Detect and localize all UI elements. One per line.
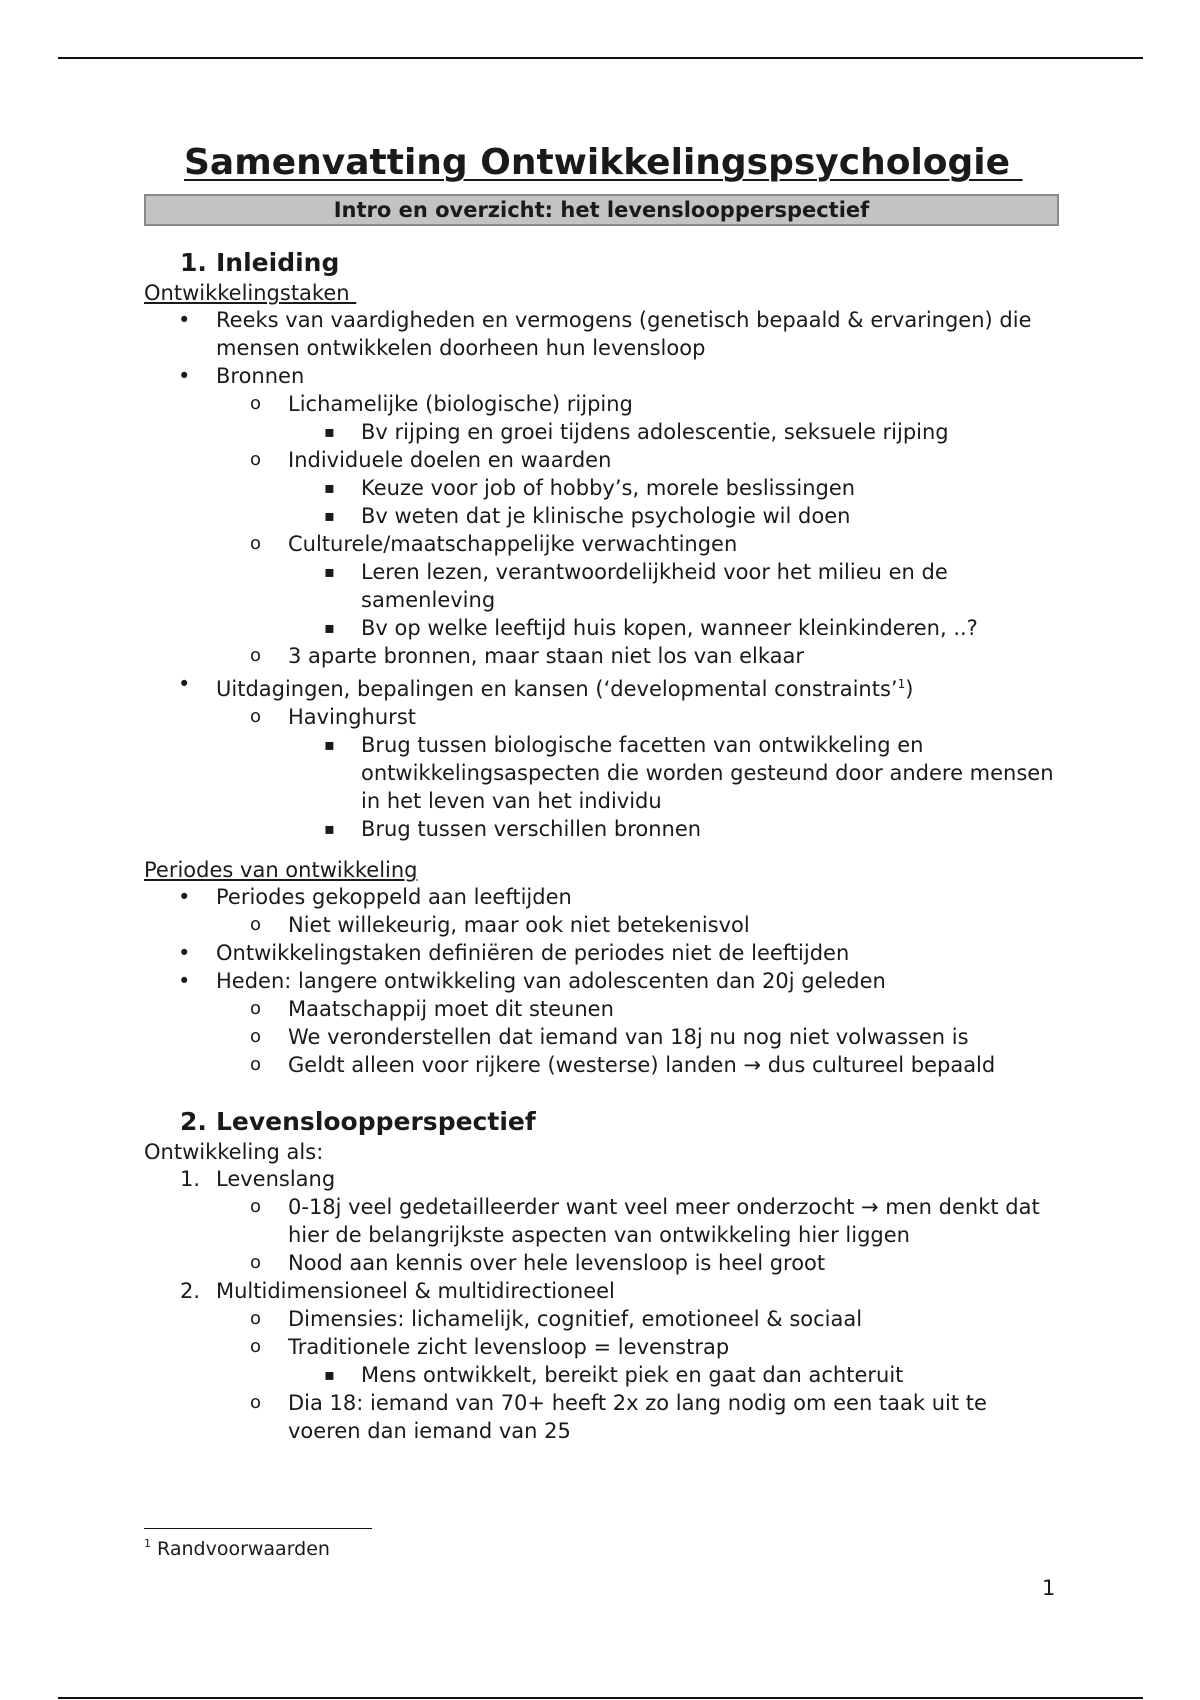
list-item: ▪ Bv rijping en groei tijdens adolescentie, seksuele rijping (324, 420, 949, 444)
list-item: o Havinghurst (250, 705, 416, 729)
list-item: ▪ Bv op welke leeftijd huis kopen, wanneer kleinkinderen, ..? (324, 616, 978, 640)
list-item: o Nood aan kennis over hele levensloop is heel groot (250, 1251, 826, 1275)
list-item: • Uitdagingen, bepalingen en kansen (‘developmental constraints’$^1$) (178, 672, 914, 701)
subheading-ontwikkelingstaken: Ontwikkelingstaken (144, 281, 357, 305)
circle-marker: o (250, 393, 262, 414)
footnote (144, 1531, 330, 1562)
square-marker: ▪ (324, 478, 335, 497)
list-item: 2. Multidimensioneel & multidirectioneel (180, 1279, 615, 1303)
list-item: o Niet willekeurig, maar ook niet betekenisvol (250, 913, 750, 937)
square-marker: ▪ (324, 422, 335, 441)
list-item: ▪ Bv weten dat je klinische psychologie wil doen (324, 504, 851, 528)
list-item: o Dimensies: lichamelijk, cognitief, emotioneel & sociaal (250, 1307, 863, 1331)
footnote-number: 1 (144, 1537, 151, 1550)
circle-marker: o (250, 1308, 262, 1329)
square-marker: ▪ (324, 819, 335, 838)
list-item: o 3 aparte bronnen, maar staan niet los van elkaar (250, 644, 804, 668)
list-item: ▪ Keuze voor job of hobby’s, morele beslissingen (324, 476, 856, 500)
header-rule (58, 57, 1143, 59)
list-item: o Dia 18: iemand van 70+ heeft 2x zo lang nodig om een taak uit te voeren dan iemand van 25 (250, 1391, 987, 1443)
heading-text: Inleiding (216, 248, 340, 277)
circle-marker: o (250, 1392, 262, 1413)
list-item: 1. Levenslang (180, 1167, 336, 1191)
list-periodes (144, 883, 1059, 1079)
circle-marker: o (250, 1054, 262, 1075)
footnote-reference[interactable]: 1 (897, 677, 906, 691)
page-content (144, 138, 1059, 1445)
circle-marker: o (250, 1196, 262, 1217)
bullet-marker: • (178, 364, 191, 388)
number-marker: 2. (180, 1279, 201, 1303)
list-item: ▪ Brug tussen biologische facetten van ontwikkeling en ontwikkelingsaspecten die worden gesteund door andere mensen in het leven van het individu (324, 733, 1054, 813)
circle-marker: o (250, 706, 262, 727)
list-item: ▪ Mens ontwikkelt, bereikt piek en gaat dan achteruit (324, 1363, 904, 1387)
page-number: 1 (1042, 1576, 1056, 1600)
intro-text: Ontwikkeling als: (144, 1140, 324, 1164)
subheading-periodes: Periodes van ontwikkeling (144, 858, 418, 882)
list-item: • Heden: langere ontwikkeling van adolescenten dan 20j geleden (178, 969, 886, 993)
square-marker: ▪ (324, 1365, 335, 1384)
square-marker: ▪ (324, 562, 335, 581)
circle-marker: o (250, 449, 262, 470)
circle-marker: o (250, 533, 262, 554)
list-item: • Ontwikkelingstaken definiëren de periodes niet de leeftijden (178, 941, 850, 965)
circle-marker: o (250, 998, 262, 1019)
list-ontwikkelingstaken (144, 306, 1059, 843)
list-item: o Culturele/maatschappelijke verwachtingen (250, 532, 738, 556)
bullet-marker: • (178, 969, 191, 993)
heading-levensloopperspectief (144, 1105, 1059, 1139)
circle-marker: o (250, 914, 262, 935)
footer-rule (58, 1697, 1143, 1699)
list-item: • Periodes gekoppeld aan leeftijden (178, 885, 572, 909)
circle-marker: o (250, 1336, 262, 1357)
circle-marker: o (250, 1252, 262, 1273)
document-title: Samenvatting Ontwikkelingspsychologie (184, 142, 1023, 183)
section-banner: Intro en overzicht: het levensloopperspectief (144, 194, 1059, 226)
heading-text: Levensloopperspectief (216, 1107, 536, 1136)
bullet-marker: • (178, 941, 191, 965)
bullet-marker: • (178, 308, 191, 332)
list-item: ▪ Leren lezen, verantwoordelijkheid voor het milieu en de samenleving (324, 560, 948, 612)
bullet-marker: • (178, 672, 191, 696)
heading-number: 1. (180, 248, 207, 277)
square-marker: ▪ (324, 735, 335, 754)
footnote-text: Randvoorwaarden (151, 1538, 330, 1560)
footnote-separator (144, 1528, 372, 1529)
list-item: o Individuele doelen en waarden (250, 448, 612, 472)
list-item: o We veronderstellen dat iemand van 18j nu nog niet volwassen is (250, 1025, 969, 1049)
list-levensloop (144, 1165, 1059, 1445)
circle-marker: o (250, 1026, 262, 1047)
list-item: o Lichamelijke (biologische) rijping (250, 392, 633, 416)
list-item: o Maatschappij moet dit steunen (250, 997, 614, 1021)
list-item: o Traditionele zicht levensloop = levenstrap (250, 1335, 730, 1359)
heading-number: 2. (180, 1107, 207, 1136)
bullet-marker: • (178, 885, 191, 909)
circle-marker: o (250, 645, 262, 666)
list-item: • Reeks van vaardigheden en vermogens (genetisch bepaald & ervaringen) die mensen ontwikkelen doorheen hun levensloop (178, 308, 1032, 360)
heading-inleiding (144, 246, 1059, 280)
list-item: • Bronnen (178, 364, 305, 388)
number-marker: 1. (180, 1167, 201, 1191)
list-item: o Geldt alleen voor rijkere (westerse) landen → dus cultureel bepaald (250, 1053, 996, 1077)
square-marker: ▪ (324, 506, 335, 525)
list-item: o 0-18j veel gedetailleerder want veel meer onderzocht → men denkt dat hier de belangrijkste aspecten van ontwikkeling hier liggen (250, 1195, 1040, 1247)
square-marker: ▪ (324, 618, 335, 637)
list-item: ▪ Brug tussen verschillen bronnen (324, 817, 702, 841)
